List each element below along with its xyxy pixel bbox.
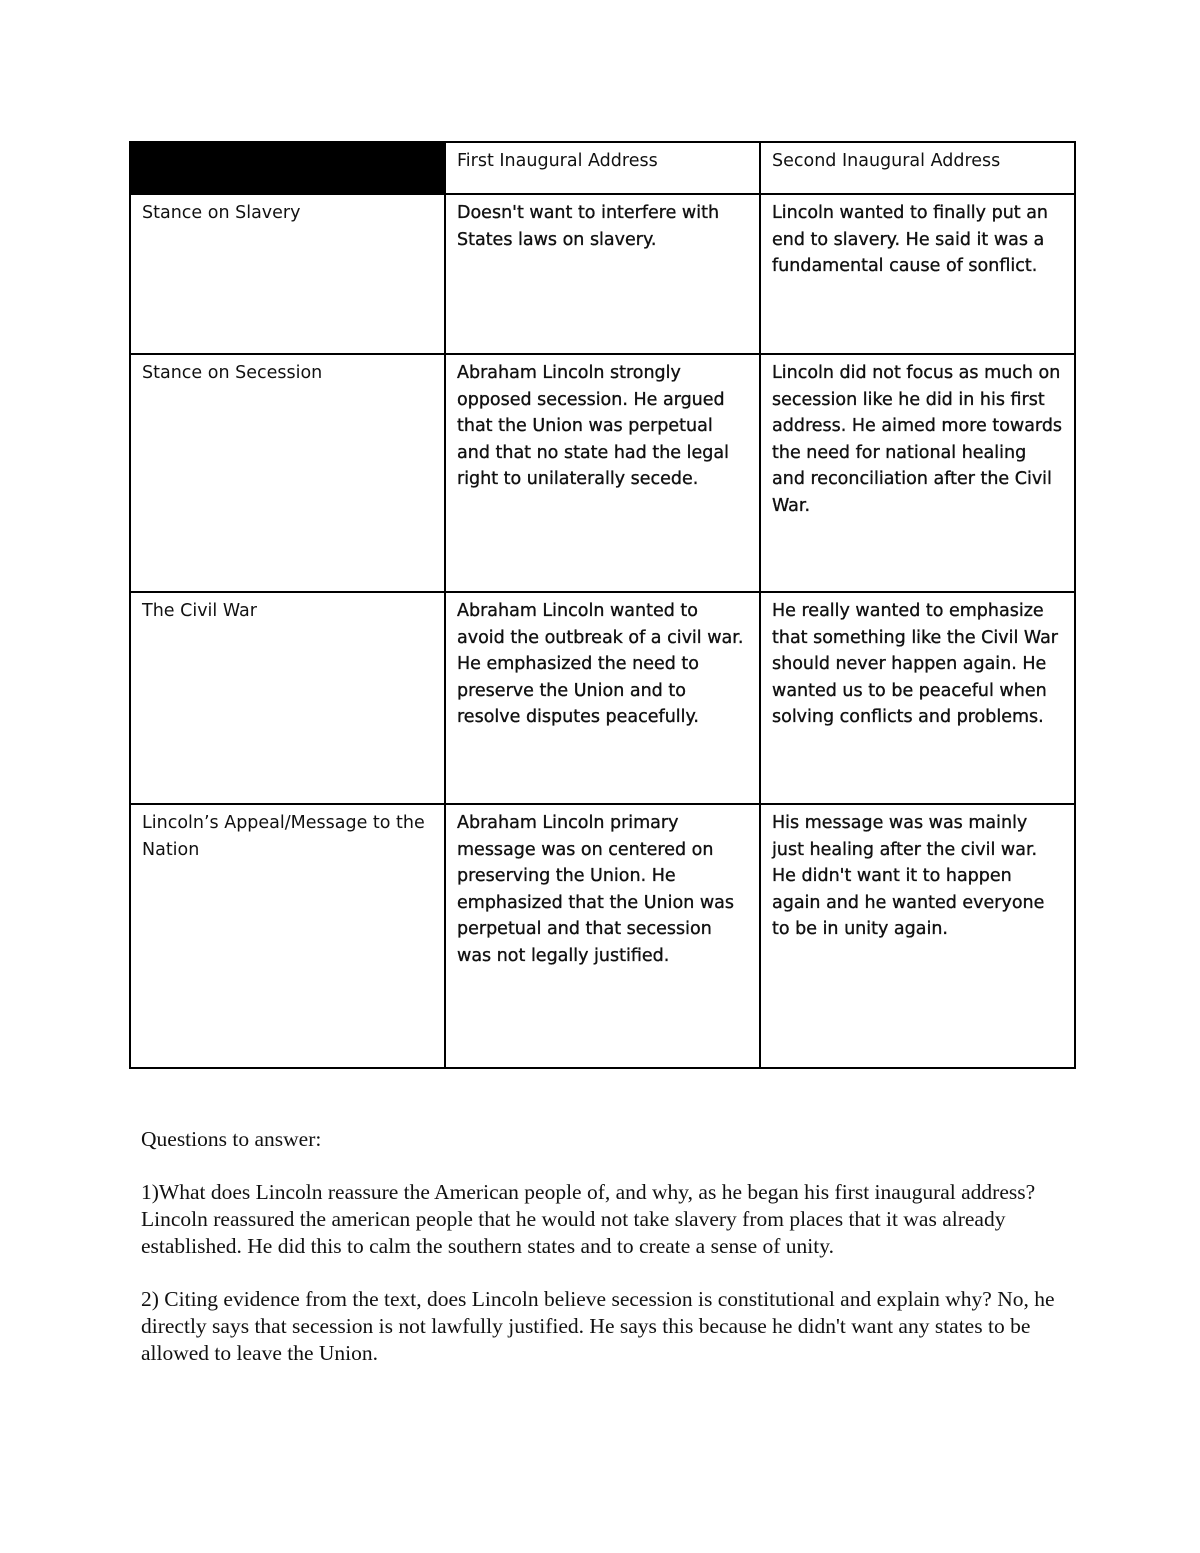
question-item <box>141 1179 1071 1260</box>
answer-text: No, he directly says that secession is not lawfully justified. He says this because he didn't want any states to be allowed to leave the Union. <box>141 1287 1055 1365</box>
first-address-cell: Doesn't want to interfere with States laws on slavery. <box>445 194 760 354</box>
row-label: Lincoln’s Appeal/Message to the Nation <box>130 804 445 1068</box>
second-address-cell: Lincoln did not focus as much on secession like he did in his first address. He aimed more towards the need for national healing and reconciliation after the Civil War. <box>760 354 1075 592</box>
question-text: 2) Citing evidence from the text, does Lincoln believe secession is constitutional and explain why? <box>141 1287 992 1311</box>
second-address-cell: His message was was mainly just healing after the civil war. He didn't want it to happen again and he wanted everyone to be in unity again. <box>760 804 1075 1068</box>
questions-section <box>141 1126 1071 1393</box>
table-header-row <box>130 142 1075 194</box>
questions-heading: Questions to answer: <box>141 1127 322 1151</box>
table-row <box>130 592 1075 804</box>
table-row <box>130 194 1075 354</box>
row-label: Stance on Slavery <box>130 194 445 354</box>
header-corner-cell <box>130 142 445 194</box>
answer-text: Lincoln reassured the american people that he would not take slavery from places that it was already established. He did this to calm the southern states and to create a sense of unity. <box>141 1207 1006 1258</box>
table-row <box>130 354 1075 592</box>
second-address-cell: Lincoln wanted to finally put an end to slavery. He said it was a fundamental cause of sonflict. <box>760 194 1075 354</box>
comparison-table <box>129 141 1076 1069</box>
first-address-cell: Abraham Lincoln strongly opposed secession. He argued that the Union was perpetual and that no state had the legal right to unilaterally secede. <box>445 354 760 592</box>
first-address-cell: Abraham Lincoln wanted to avoid the outbreak of a civil war. He emphasized the need to preserve the Union and to resolve disputes peacefully. <box>445 592 760 804</box>
row-label: The Civil War <box>130 592 445 804</box>
row-label: Stance on Secession <box>130 354 445 592</box>
header-second-inaugural: Second Inaugural Address <box>760 142 1075 194</box>
question-text: 1)What does Lincoln reassure the American people of, and why, as he began his first inaugural address? <box>141 1180 1036 1204</box>
question-item <box>141 1286 1071 1367</box>
header-first-inaugural: First Inaugural Address <box>445 142 760 194</box>
second-address-cell: He really wanted to emphasize that something like the Civil War should never happen again. He wanted us to be peaceful when solving conflicts and problems. <box>760 592 1075 804</box>
table-row <box>130 804 1075 1068</box>
first-address-cell: Abraham Lincoln primary message was on centered on preserving the Union. He emphasized that the Union was perpetual and that secession was not legally justified. <box>445 804 760 1068</box>
